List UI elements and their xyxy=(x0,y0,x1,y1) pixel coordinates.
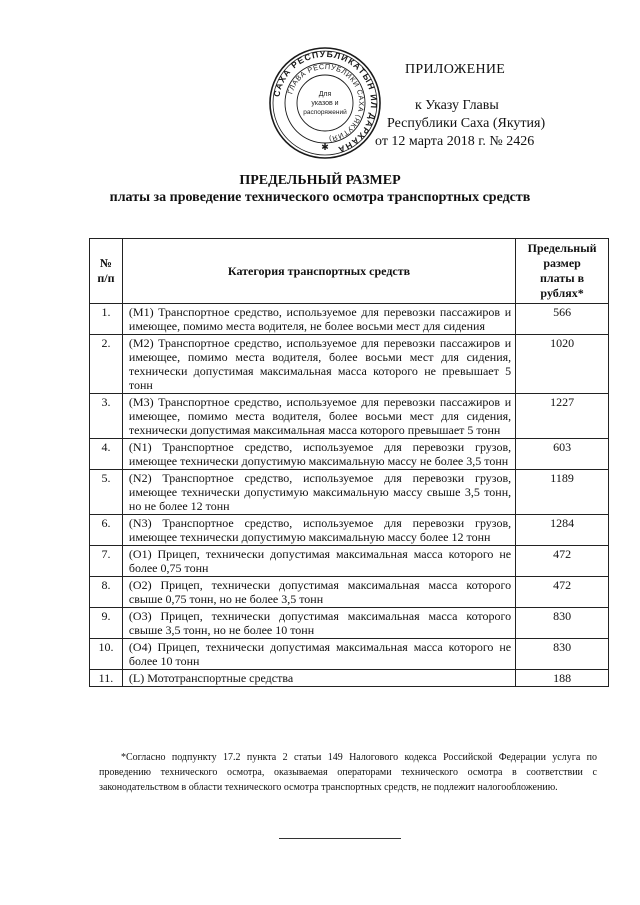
row-number: 5. xyxy=(90,470,123,515)
row-category: (N2) Транспортное средство, используемое для перевозки грузов, имеющее технически допустимую максимальную массу свыше 3,5 тонн, но не более 12 тонн xyxy=(122,470,515,515)
decree-line-1: к Указу Главы xyxy=(415,98,499,113)
row-number: 9. xyxy=(90,608,123,639)
seal-center-line-2: указов и xyxy=(311,100,339,107)
row-category: (N1) Транспортное средство, используемое для перевозки грузов, имеющее технически допустимую максимальную массу не более 3,5 тонн xyxy=(122,439,515,470)
table-row xyxy=(90,470,609,515)
row-fee: 472 xyxy=(516,577,609,608)
header-fee-line-1: Предельный xyxy=(527,241,597,255)
row-number: 11. xyxy=(90,670,123,687)
table-row xyxy=(90,439,609,470)
row-fee: 1189 xyxy=(516,470,609,515)
row-category: (O1) Прицеп, технически допустимая максимальная масса которого не более 0,75 тонн xyxy=(122,546,515,577)
seal-center-line-1: Для xyxy=(318,91,332,98)
header-number-line-1: № xyxy=(99,256,112,270)
row-fee: 188 xyxy=(516,670,609,687)
row-number: 6. xyxy=(90,515,123,546)
row-fee: 830 xyxy=(516,608,609,639)
header-fee-line-3: платы в xyxy=(540,271,585,285)
official-seal-stamp xyxy=(268,46,382,160)
row-fee: 1284 xyxy=(516,515,609,546)
row-fee: 603 xyxy=(516,439,609,470)
table-row xyxy=(90,394,609,439)
table-row xyxy=(90,670,609,687)
header-number-line-2: п/п xyxy=(97,271,115,285)
table-row xyxy=(90,577,609,608)
seal-center-line-3: распоряжений xyxy=(303,109,347,116)
header-fee xyxy=(516,239,609,304)
appendix-label: ПРИЛОЖЕНИЕ xyxy=(405,62,506,77)
row-category: (N3) Транспортное средство, используемое для перевозки грузов, имеющее технически допустимую максимальную массу более 12 тонн xyxy=(122,515,515,546)
seal-star-icon: ✱ xyxy=(321,142,329,152)
row-number: 1. xyxy=(90,304,123,335)
row-number: 2. xyxy=(90,335,123,394)
row-fee: 566 xyxy=(516,304,609,335)
row-number: 10. xyxy=(90,639,123,670)
row-number: 8. xyxy=(90,577,123,608)
row-fee: 472 xyxy=(516,546,609,577)
row-category: (O4) Прицеп, технически допустимая максимальная масса которого не более 10 тонн xyxy=(122,639,515,670)
row-category: (L) Мототранспортные средства xyxy=(122,670,515,687)
document-title: ПРЕДЕЛЬНЫЙ РАЗМЕР xyxy=(239,173,401,188)
decree-line-3: от 12 марта 2018 г. № 2426 xyxy=(375,134,535,149)
row-number: 3. xyxy=(90,394,123,439)
table-row xyxy=(90,608,609,639)
seal-inner-text: ГЛАВА РЕСПУБЛИКИ САХА (ЯКУТИЯ) xyxy=(285,61,367,144)
seal-outer-text: САХА РЕСПУБЛИКАТЫН ИЛ ДАРХАНА xyxy=(271,48,380,156)
row-category: (O3) Прицеп, технически допустимая максимальная масса которого свыше 3,5 тонн, но не более 10 тонн xyxy=(122,608,515,639)
table-header-row xyxy=(90,239,609,304)
footnote-text: *Согласно подпункту 17.2 пункта 2 статьи 149 Налогового кодекса Российской Федерации услуга по проведению технического осмотра, оказываемая операторами технического осмотра в соответствии с законодательством в области технического осмотра транспортных средств, не подлежит налогообложению. xyxy=(99,752,597,793)
row-fee: 830 xyxy=(516,639,609,670)
row-fee: 1227 xyxy=(516,394,609,439)
table-row xyxy=(90,639,609,670)
row-category: (M1) Транспортное средство, используемое для перевозки пассажиров и имеющее, помимо места водителя, не более восьми мест для сидения xyxy=(122,304,515,335)
decree-line-2: Республики Саха (Якутия) xyxy=(387,116,546,131)
row-category: (M3) Транспортное средство, используемое для перевозки пассажиров и имеющее, помимо места водителя, более восьми мест для сидения, технически допустимая максимальная масса которого превышает 5 тонн xyxy=(122,394,515,439)
header-fee-line-2: размер xyxy=(543,256,581,270)
table-row xyxy=(90,304,609,335)
row-number: 7. xyxy=(90,546,123,577)
bottom-divider xyxy=(279,838,401,839)
row-number: 4. xyxy=(90,439,123,470)
table-row xyxy=(90,546,609,577)
row-fee: 1020 xyxy=(516,335,609,394)
fees-table xyxy=(89,238,609,687)
document-header xyxy=(0,0,640,160)
table-row xyxy=(90,515,609,546)
row-category: (O2) Прицеп, технически допустимая максимальная масса которого свыше 0,75 тонн, но не более 3,5 тонн xyxy=(122,577,515,608)
header-number xyxy=(90,239,123,304)
row-category: (M2) Транспортное средство, используемое для перевозки пассажиров и имеющее, помимо места водителя, более восьми мест для сидения, технически допустимая максимальная масса которого не превышает 5 тонн xyxy=(122,335,515,394)
footnote xyxy=(99,750,597,795)
table-row xyxy=(90,335,609,394)
header-category: Категория транспортных средств xyxy=(122,239,515,304)
header-fee-line-4: рублях* xyxy=(540,286,584,300)
document-subtitle: платы за проведение технического осмотра транспортных средств xyxy=(109,190,531,205)
